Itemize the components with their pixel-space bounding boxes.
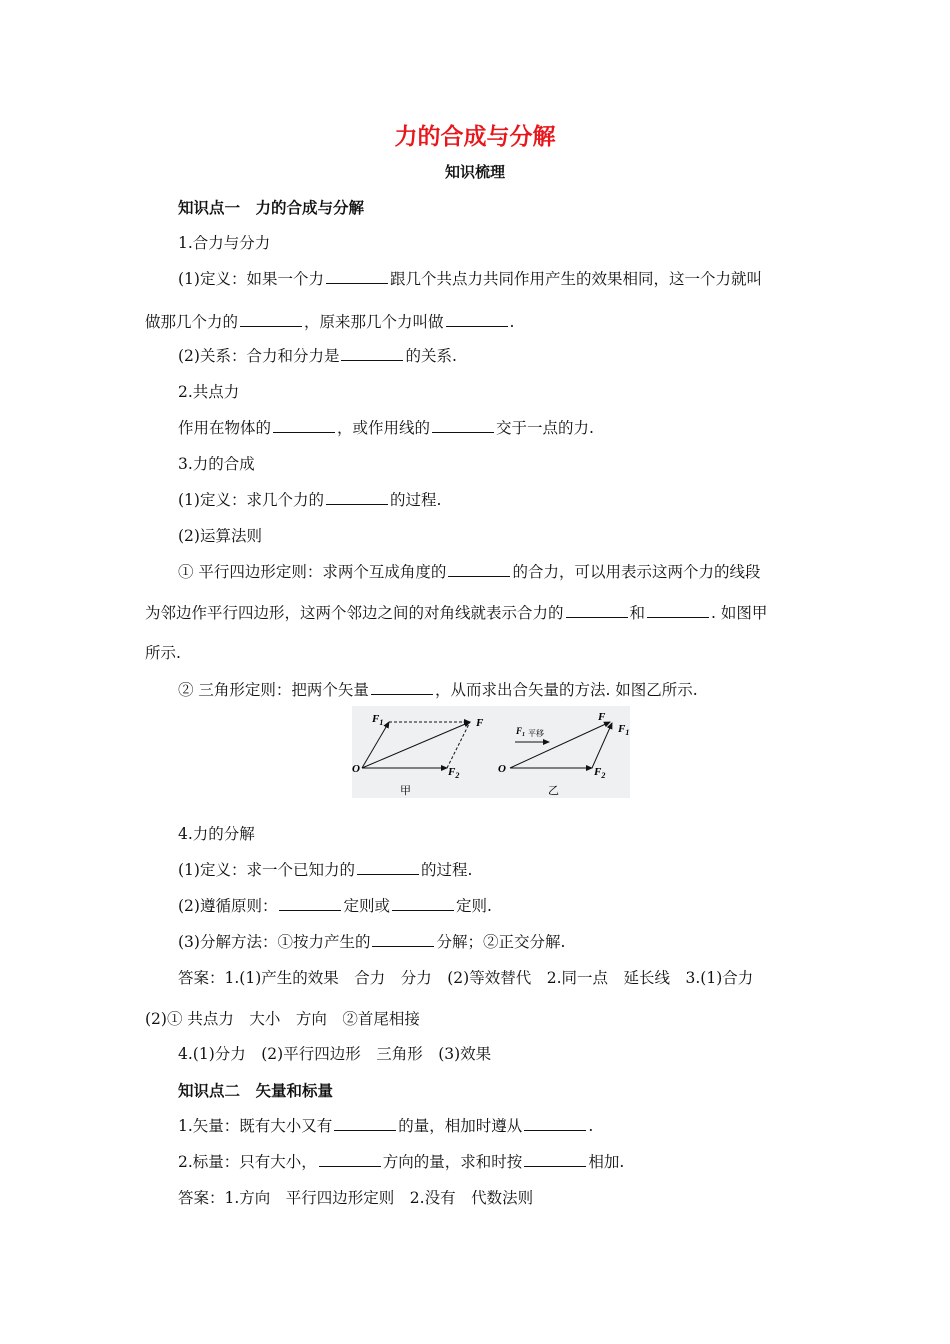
composition-definition: (1)定义：求几个力的 的过程. [178, 491, 442, 509]
label-f2-right: $F_2$ [594, 766, 606, 780]
blank[interactable] [326, 490, 388, 505]
blank[interactable] [566, 603, 628, 618]
label-f1: $F_1$ [372, 713, 384, 727]
dashed-side [447, 722, 470, 768]
blank[interactable] [392, 896, 454, 911]
blank[interactable] [524, 1152, 586, 1167]
label-f: F [476, 717, 484, 729]
item-4-heading: 4.力的分解 [178, 825, 255, 843]
blank[interactable] [240, 312, 302, 327]
answer-line-1: 答案：1.(1)产生的效果 合力 分力 (2)等效替代 2.同一点 延长线 3.(1)合力 [178, 969, 754, 987]
item-3-heading: 3.力的合成 [178, 455, 255, 473]
blank[interactable] [319, 1152, 381, 1167]
label-o-right: O [498, 763, 506, 775]
triangle-rule-line: ② 三角形定则：把两个矢量 ，从而求出合矢量的方法. 如图乙所示. [178, 681, 698, 699]
blank[interactable] [334, 1116, 396, 1131]
blank[interactable] [341, 346, 403, 361]
definition-line-1: (1)定义：如果一个力 跟几个共点力共同作用产生的效果相同，这一个力就叫 [178, 270, 762, 288]
decomposition-rule: (2)遵循原则： 定则或 定则. [178, 897, 492, 915]
item-2-heading: 2.共点力 [178, 383, 240, 401]
parallelogram-line-1: ① 平行四边形定则：求两个互成角度的 的合力，可以用表示这两个力的线段 [178, 563, 761, 581]
caption-jia: 甲 [400, 784, 411, 797]
blank[interactable] [326, 269, 388, 284]
blank[interactable] [371, 680, 433, 695]
item-1-heading: 1.合力与分力 [178, 234, 271, 252]
definition-line-2: 做那几个力的 ，原来那几个力叫做 . [145, 313, 515, 331]
decomposition-definition: (1)定义：求一个已知力的 的过程. [178, 861, 473, 879]
decomposition-method: (3)分解方法：①按力产生的 分解；②正交分解. [178, 933, 566, 951]
vector-line: 1.矢量：既有大小又有 的量，相加时遵从 . [178, 1117, 594, 1135]
blank[interactable] [273, 418, 335, 433]
arrow-resultant [362, 722, 470, 768]
force-diagram [352, 706, 630, 798]
blank[interactable] [432, 418, 494, 433]
arrow-f1-right [592, 723, 612, 768]
blank[interactable] [446, 312, 508, 327]
label-f1-right: $F_1$ [618, 723, 630, 737]
section-subtitle: 知识梳理 [444, 163, 505, 181]
operation-rule-heading: (2)运算法则 [178, 527, 262, 545]
page-title: 力的合成与分解 [394, 124, 556, 150]
blank[interactable] [448, 562, 510, 577]
relation-line: (2)关系：合力和分力是 的关系. [178, 347, 457, 365]
blank[interactable] [372, 932, 434, 947]
answer-section2: 答案：1.方向 平行四边形定则 2.没有 代数法则 [178, 1189, 534, 1207]
concurrent-force-line: 作用在物体的 ，或作用线的 交于一点的力. [178, 419, 594, 437]
blank[interactable] [524, 1116, 586, 1131]
section2-heading: 知识点二 矢量和标量 [178, 1082, 334, 1100]
parallelogram-line-2: 为邻边作平行四边形，这两个邻边之间的对角线就表示合力的 和 . 如图甲 [145, 604, 768, 622]
arrow-f1 [362, 722, 389, 768]
answer-line-3: 4.(1)分力 (2)平行四边形 三角形 (3)效果 [178, 1045, 492, 1063]
label-o: O [352, 763, 360, 775]
label-f-right: F [598, 711, 606, 723]
label-f2: $F_2$ [448, 766, 460, 780]
scalar-line: 2.标量：只有大小， 方向的量，求和时按 相加. [178, 1153, 625, 1171]
note-f1: $F_1$ [516, 726, 526, 738]
blank[interactable] [279, 896, 341, 911]
answer-line-2: (2)① 共点力 大小 方向 ②首尾相接 [145, 1010, 420, 1028]
parallelogram-line-3: 所示. [145, 644, 181, 662]
blank[interactable] [647, 603, 709, 618]
caption-yi: 乙 [548, 784, 559, 797]
note-translate: 平移 [528, 729, 544, 738]
section1-heading: 知识点一 力的合成与分解 [178, 199, 365, 217]
blank[interactable] [357, 860, 419, 875]
